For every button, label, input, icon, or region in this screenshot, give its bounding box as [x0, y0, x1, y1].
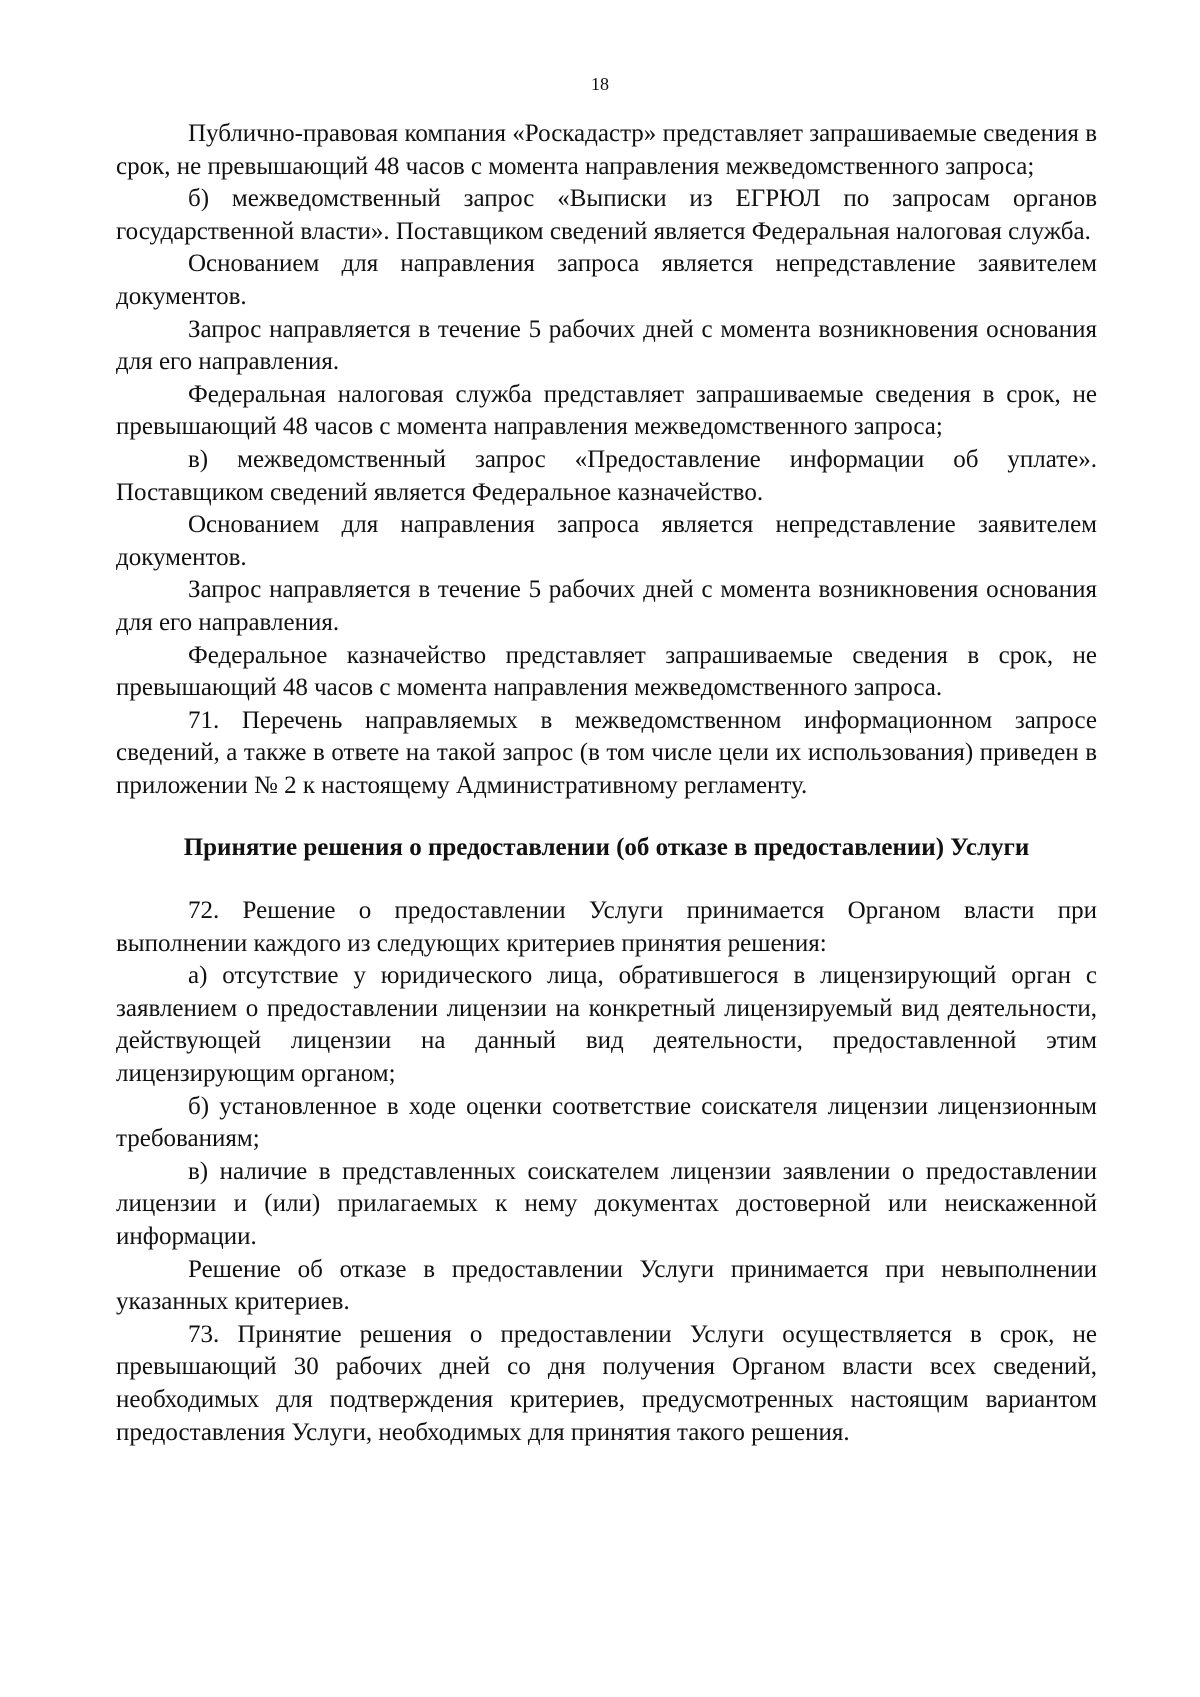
- paragraph-criterion-b: б) установленное в ходе оценки соответствие соискателя лицензии лицензионным требованиям;: [116, 1092, 1097, 1153]
- paragraph-request-timing: Запрос направляется в течение 5 рабочих дней с момента возникновения основания для его направления.: [116, 576, 1097, 636]
- paragraph-roskadastr-deadline: Публично-правовая компания «Роскадастр» представляет запрашиваемые сведения в срок, не превышающий 48 часов с момента направления межведомственного запроса;: [116, 120, 1097, 180]
- paragraph-request-basis: Основанием для направления запроса является непредставление заявителем документов.: [116, 511, 1097, 571]
- paragraph-request-timing: Запрос направляется в течение 5 рабочих дней с момента возникновения основания для его направления.: [116, 315, 1097, 376]
- section-heading: Принятие решения о предоставлении (об отказе в предоставлении) Услуги: [183, 834, 1030, 862]
- paragraph-criterion-c: в) наличие в представленных соискателем лицензии заявлении о предоставлении лицензии и (или) прилагаемых к нему документах достоверной или неискаженной информации.: [116, 1157, 1097, 1250]
- paragraph-egrul-request: б) межведомственный запрос «Выписки из ЕГРЮЛ по запросам органов государственной власти». Поставщиком сведений является Федеральная налоговая служба.: [116, 185, 1097, 245]
- paragraph-item-73: 73. Принятие решения о предоставлении Услуги осуществляется в срок, не превышающий 30 рабочих дней со дня получения Органом власти всех сведений, необходимых для подтверждения критериев, предусмотренных настоящим вариантом предоставления Услуги, необходимых для принятия такого решения.: [116, 1320, 1097, 1446]
- paragraph-request-basis: Основанием для направления запроса является непредставление заявителем документов.: [116, 250, 1097, 310]
- document-body: [116, 118, 1097, 1449]
- paragraph-fns-deadline: Федеральная налоговая служба представляет запрашиваемые сведения в срок, не превышающий 48 часов с момента направления межведомственного запроса;: [116, 380, 1097, 441]
- paragraph-criterion-a: а) отсутствие у юридического лица, обратившегося в лицензирующий орган с заявлением о предоставлении лицензии на конкретный лицензируемый вид деятельности, действующей лицензии на данный вид деятельности, предоставленной этим лицензирующим органом;: [116, 962, 1097, 1088]
- paragraph-item-71: 71. Перечень направляемых в межведомственном информационном запросе сведений, а также в ответе на такой запрос (в том числе цели их использования) приведен в приложении № 2 к настоящему Административному регламенту.: [116, 706, 1097, 799]
- paragraph-item-72: 72. Решение о предоставлении Услуги принимается Органом власти при выполнении каждого из следующих критериев принятия решения:: [116, 897, 1097, 957]
- paragraph-treasury-deadline: Федеральное казначейство представляет запрашиваемые сведения в срок, не превышающий 48 часов с момента направления межведомственного запроса.: [116, 641, 1097, 702]
- page-number: 18: [591, 74, 609, 94]
- paragraph-payment-request: в) межведомственный запрос «Предоставление информации об уплате». Поставщиком сведений является Федеральное казначейство.: [116, 445, 1097, 506]
- paragraph-refusal-decision: Решение об отказе в предоставлении Услуги принимается при невыполнении указанных критериев.: [116, 1255, 1097, 1316]
